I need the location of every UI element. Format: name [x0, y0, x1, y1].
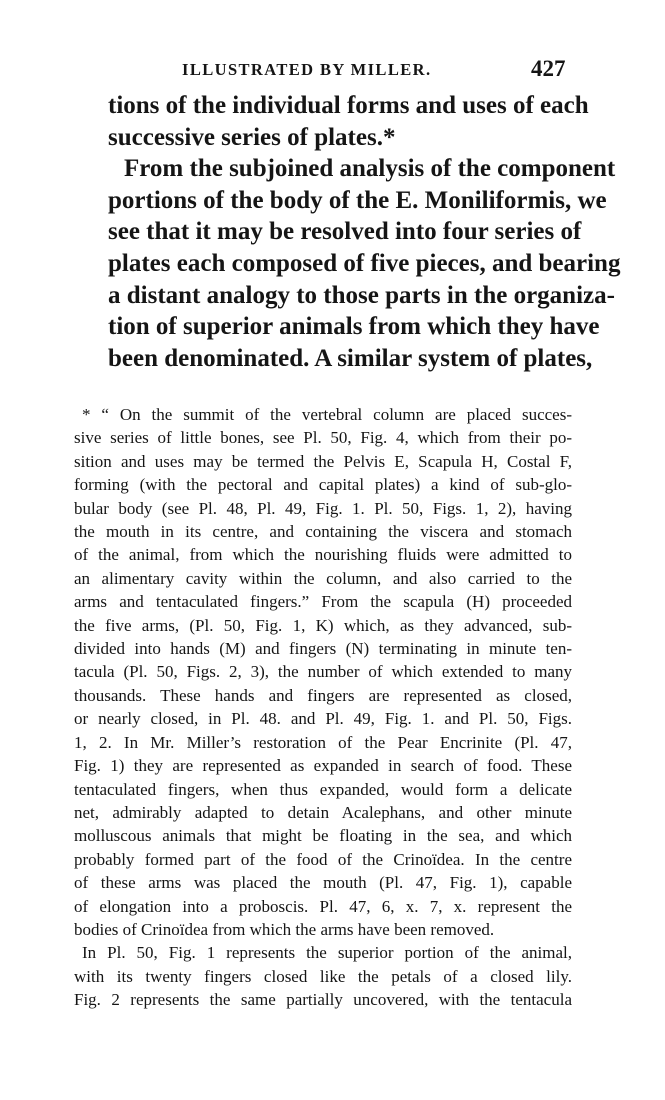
footnote-line: of the animal, from which the nourishing fluids were admitted to: [74, 545, 572, 565]
footnote-line: forming (with the pectoral and capital plates) a kind of sub-glo-: [74, 475, 572, 495]
main-text-line: portions of the body of the E. Moniliformis, we: [108, 186, 607, 214]
footnote-line: bodies of Crinoïdea from which the arms have been removed.: [74, 919, 495, 939]
running-head-title: ILLUSTRATED BY MILLER.: [182, 60, 432, 79]
footnote-line: sive series of little bones, see Pl. 50, Fig. 4, which from their po-: [74, 428, 572, 448]
footnote-line: sition and uses may be termed the Pelvis E, Scapula H, Costal F,: [74, 451, 572, 471]
footnote-line: * “ On the summit of the vertebral column are placed succes-: [82, 405, 572, 424]
footnote-line: probably formed part of the food of the Crinoïdea. In the centre: [74, 849, 572, 869]
footnote-line: of elongation into a proboscis. Pl. 47, 6, x. 7, x. represent the: [74, 896, 572, 916]
footnote-line: molluscous animals that might be floating in the sea, and which: [74, 826, 572, 846]
main-text-line: plates each composed of five pieces, and bearing: [108, 249, 621, 277]
footnote-line: Fig. 1) they are represented as expanded in search of food. These: [74, 756, 572, 776]
main-text-line: tion of superior animals from which they have: [108, 313, 600, 341]
main-text-line: successive series of plates.*: [108, 123, 396, 151]
footnote: [74, 403, 572, 1012]
running-head: [0, 56, 665, 86]
footnote-line: In Pl. 50, Fig. 1 represents the superior portion of the animal,: [82, 943, 572, 963]
footnote-line: an alimentary cavity within the column, and also carried to the: [74, 568, 572, 588]
footnote-line: divided into hands (M) and fingers (N) terminating in minute ten-: [74, 639, 572, 659]
footnote-line: Fig. 2 represents the same partially uncovered, with the tentacula: [74, 990, 572, 1010]
footnote-line: thousands. These hands and fingers are represented as closed,: [74, 685, 572, 705]
footnote-line: of these arms was placed the mouth (Pl. 47, Fig. 1), capable: [74, 873, 572, 893]
footnote-line: arms and tentaculated fingers.” From the scapula (H) proceeded: [74, 592, 572, 612]
footnote-line: bular body (see Pl. 48, Pl. 49, Fig. 1. Pl. 50, Figs. 1, 2), having: [74, 498, 572, 518]
footnote-line: 1, 2. In Mr. Miller’s restoration of the Pear Encrinite (Pl. 47,: [74, 732, 572, 752]
footnote-line: the mouth in its centre, and containing the viscera and stomach: [74, 522, 572, 542]
main-text-line: From the subjoined analysis of the component: [124, 155, 616, 183]
main-text-line: a distant analogy to those parts in the organiza-: [108, 281, 615, 309]
main-text-line: been denominated. A similar system of plates,: [108, 344, 593, 372]
footnote-line: with its twenty fingers closed like the petals of a closed lily.: [74, 966, 572, 986]
main-text-line: tions of the individual forms and uses of each: [108, 92, 589, 119]
footnote-line: tentaculated fingers, when thus expanded, would form a delicate: [74, 779, 572, 799]
main-text-line: see that it may be resolved into four series of: [108, 218, 582, 246]
footnote-line: the five arms, (Pl. 50, Fig. 1, K) which, as they advanced, sub-: [74, 615, 572, 635]
main-text: [108, 90, 621, 374]
page-number: 427: [531, 56, 566, 81]
footnote-line: tacula (Pl. 50, Figs. 2, 3), the number of which extended to many: [74, 662, 572, 682]
footnote-line: net, admirably adapted to detain Acalephans, and other minute: [74, 802, 572, 822]
footnote-line: or nearly closed, in Pl. 48. and Pl. 49, Fig. 1. and Pl. 50, Figs.: [74, 709, 572, 729]
